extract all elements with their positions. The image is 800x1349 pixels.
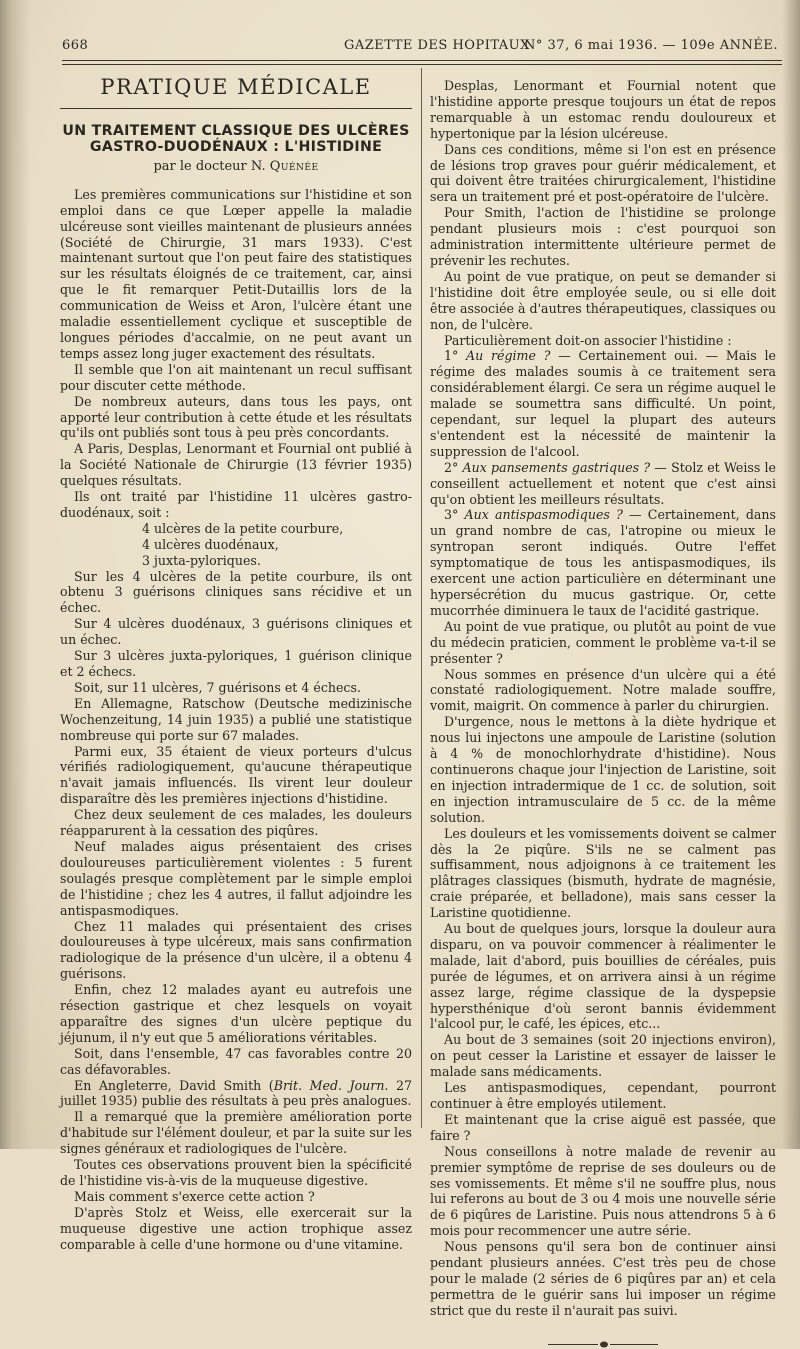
paragraph: Sur 3 ulcères juxta-pyloriques, 1 guérison clinique et 2 échecs. (60, 648, 412, 679)
paragraph: Chez deux seulement de ces malades, les douleurs réapparurent à la cessation des piqûres. (60, 807, 412, 839)
paragraph: Toutes ces observations prouvent bien la spécificité de l'histidine vis-à-vis de la muqueuse digestive. (60, 1157, 412, 1188)
paragraph: Et maintenant que la crise aiguë est passée, que faire ? (430, 1111, 776, 1143)
paragraph (430, 348, 776, 459)
paragraph: Parmi eux, 35 étaient de vieux porteurs d'ulcus vérifiés radiologiquement, qu'aucune thérapeutique n'avait jamais influencés. Ils virent leur douleur disparaître dès les premières injections d'histidine. (60, 743, 412, 807)
paragraph: Sur les 4 ulcères de la petite courbure, ils ont obtenu 3 guérisons cliniques sans récidive et un échec. (60, 568, 412, 616)
header-rule (62, 60, 782, 61)
byline-prefix: par le docteur N. (153, 158, 270, 174)
byline (60, 159, 412, 175)
issue-info: N° 37, 6 mai 1936. — 109e ANNÉE. (524, 38, 778, 53)
text-run: 3° (444, 507, 465, 523)
paragraph: Neuf malades aigus présentaient des crises douloureuses particulièrement violentes : 5 furent soulagés presque complètement par le simple emploi de l'histidine ; chez les 4 autres, il fallut adjoindre les antispasmodiques. (60, 838, 412, 918)
paragraph (60, 1078, 412, 1110)
author-name: Quénée (269, 158, 319, 174)
paragraph: Dans ces conditions, même si l'on est en présence de lésions trop graves pour guérir médicalement, et qui doivent être traitées chirurgicalement, l'histidine sera un traitement pré et post-opératoire de l'ulcère. (430, 141, 776, 205)
text-run: — Stolz et Weiss le conseillent actuellement et notent que c'est ainsi qu'on obtient les meilleurs résultats. (430, 459, 776, 507)
subheading: Aux antispasmodiques ? (464, 507, 623, 523)
paragraph: Au point de vue pratique, on peut se demander si l'histidine doit être employée seule, ou si elle doit être associée à d'autres thérapeutiques, classiques ou non, de l'ulcère. (430, 268, 776, 332)
paragraph (430, 507, 776, 618)
paragraph: Chez 11 malades qui présentaient des crises douloureuses à type ulcéreux, mais sans confirmation radiologique de la présence d'un ulcère, il a obtenu 4 guérisons. (60, 918, 412, 982)
paragraph: Au bout de quelques jours, lorsque la douleur aura disparu, on va pouvoir commencer à réalimenter le malade, lait d'abord, puis bouillies de céréales, puis purée de légumes, et on arrivera ainsi à un régime assez large, régime classique de la dyspepsie hypersthénique d'où seront bannis évidemment l'alcool pur, le café, les épices, etc... (430, 921, 776, 1032)
subheading: Au régime ? (466, 348, 551, 364)
ornament-line-right (610, 1344, 658, 1345)
paragraph: D'urgence, nous le mettons à la diète hydrique et nous lui injectons une ampoule de Laristine (solution à 4 % de monochlorhydrate d'histidine). Nous continuerons chaque jour l'injection de Laristine, soit en injection intradermique de 1 cc. de solution, soit en injection intramusculaire de 5 cc. de la même solution. (430, 714, 776, 825)
list-item: 4 ulcères de la petite courbure, (142, 520, 344, 536)
paragraph (430, 460, 776, 508)
text-run: — Certainement, dans un grand nombre de cas, l'atropine ou mieux le syntropan seront indiqués. Outre l'effet symptomatique de tous les antispasmodiques, ils exercent une action particulière en déterminant une hypersécrétion du mucus gastrique. Or, cette mucorrhée diminuera le taux de l'acidité gastrique. (430, 507, 776, 618)
paragraph: Soit, dans l'ensemble, 47 cas favorables contre 20 cas défavorables. (60, 1045, 412, 1077)
ulcer-list (60, 521, 412, 569)
paragraph: Les premières communications sur l'histidine et son emploi dans ce que Lœper appelle la maladie ulcéreuse sont vieilles maintenant de plusieurs années (Société de Chirurgie, 31 mars 1933). C'est maintenant surtout que l'on peut faire des statistiques sur les résultats éloignés de ce traitement, car, ainsi que le fit remarquer Petit-Dutaillis lors de la communication de Weiss et Aron, l'ulcère étant une maladie essentiellement cyclique et susceptible de longues périodes d'accalmie, on ne peut avant un temps assez long juger exactement des résultats. (60, 186, 412, 361)
article-title-line2: GASTRO-DUODÉNAUX : L'HISTIDINE (89, 138, 383, 155)
text-run: En Angleterre, David Smith ( (74, 1077, 274, 1093)
text-run: 1° (444, 348, 467, 364)
page-number: 668 (62, 38, 89, 53)
section-title: PRATIQUE MÉDICALE (100, 75, 372, 99)
paragraph: Au bout de 3 semaines (soit 20 injections environ), on peut cesser la Laristine et essayer de laisser le malade sans médicaments. (430, 1032, 776, 1080)
paragraph: Au point de vue pratique, ou plutôt au point de vue du médecin praticien, comment le problème va-t-il se présenter ? (430, 618, 776, 666)
list-item: 4 ulcères duodénaux, (142, 536, 279, 552)
subheading: Aux pansements gastriques ? (462, 459, 651, 475)
paragraph: Pour Smith, l'action de l'histidine se prolonge pendant plusieurs mois : c'est pourquoi son administration intermittente ultérieure permet de prévenir les rechutes. (430, 205, 776, 268)
ornament-line-left (548, 1344, 598, 1345)
paragraph: Enfin, chez 12 malades ayant eu autrefois une résection gastrique et chez lesquels on voyait apparaître des signes d'un ulcère peptique du jéjunum, il n'y eut que 5 améliorations véritables. (60, 982, 412, 1045)
ornament-dot-icon (600, 1341, 608, 1348)
paragraph: Desplas, Lenormant et Fournial notent que l'histidine apporte presque toujours un état de repos remarquable à un estomac rendu douloureux et hypertonique par la lésion ulcéreuse. (430, 78, 776, 141)
article-title-line1: UN TRAITEMENT CLASSIQUE DES ULCÈRES (62, 122, 410, 139)
text-run: — Certainement oui. — Mais le régime des malades soumis à ce traitement sera considérablement élargi. Ce sera un régime auquel le malade se soumettra sans difficulté. Un point, cependant, sur lequel la plupart des auteurs s'entendent est la nécessité de maintenir la suppression de l'alcool. (430, 348, 776, 459)
page-edge-left (0, 0, 30, 1149)
paragraph: Il a remarqué que la première amélioration porte d'habitude sur l'élément douleur, et par la suite sur les signes généraux et radiologiques de l'ulcère. (60, 1109, 412, 1157)
paragraph: Ils ont traité par l'histidine 11 ulcères gastro-duodénaux, soit : (60, 489, 412, 520)
paragraph: Nous conseillons à notre malade de revenir au premier symptôme de reprise de ses douleurs ou de ses vomissements. Et même s'il ne souffre plus, nous lui referons au bout de 3 ou 4 mois une nouvelle série de 6 piqûres de Laristine. Puis nous attendrons 5 à 6 mois pour recommencer une autre série. (430, 1143, 776, 1239)
paragraph: D'après Stolz et Weiss, elle exercerait sur la muqueuse digestive une action trophique assez comparable à celle d'une hormone ou d'une vitamine. (60, 1204, 412, 1252)
paragraph: Soit, sur 11 ulcères, 7 guérisons et 4 échecs. (74, 679, 361, 695)
paragraph: Particulièrement doit-on associer l'histidine : (444, 332, 732, 348)
header-rule-double (62, 64, 782, 65)
paragraph: Mais comment s'exerce cette action ? (74, 1188, 315, 1204)
paragraph: Les antispasmodiques, cependant, pourront continuer à être employés utilement. (430, 1080, 776, 1111)
page-edge-right (782, 0, 800, 1149)
right-column (430, 78, 776, 1349)
paragraph: Il semble que l'on ait maintenant un recul suffisant pour discuter cette méthode. (60, 361, 412, 393)
section-rule (60, 108, 412, 109)
text-run: 2° (444, 459, 463, 475)
journal-title: GAZETTE DES HOPITAUX (344, 38, 530, 53)
article-title (60, 123, 412, 155)
paragraph: A Paris, Desplas, Lenormant et Fournial ont publié à la Société Nationale de Chirurgie (13 février 1935) quelques résultats. (60, 441, 412, 489)
end-ornament (548, 1341, 658, 1349)
text-run: 27 juillet 1935) publie des résultats à peu près analogues. (60, 1077, 412, 1109)
paragraph: De nombreux auteurs, dans tous les pays, ont apporté leur contribution à cette étude et les résultats qu'ils ont publiés sont tous à peu près concordants. (60, 393, 412, 441)
running-header (62, 38, 778, 58)
list-item: 3 juxta-pyloriques. (142, 552, 261, 568)
left-column (60, 74, 412, 1253)
paragraph: Nous pensons qu'il sera bon de continuer ainsi pendant plusieurs années. C'est très peu de chose pour le malade (2 séries de 6 piqûres par an) et cela permettra de le guérir sans lui imposer un régime strict que du reste il n'aurait pas suivi. (430, 1239, 776, 1318)
column-divider (421, 68, 422, 1128)
citation: Brit. Med. Journ. (273, 1077, 389, 1093)
paragraph: Nous sommes en présence d'un ulcère qui a été constaté radiologiquement. Notre malade souffre, vomit, maigrit. On commence à parler du chirurgien. (430, 666, 776, 714)
paragraph: Sur 4 ulcères duodénaux, 3 guérisons cliniques et un échec. (60, 616, 412, 648)
paragraph: En Allemagne, Ratschow (Deutsche medizinische Wochenzeitung, 14 juin 1935) a publié une statistique nombreuse qui porte sur 67 malades. (60, 695, 412, 743)
paragraph: Les douleurs et les vomissements doivent se calmer dès la 2e piqûre. S'ils ne se calment pas suffisamment, nous adjoignons à ce traitement les plâtrages classiques (bismuth, hydrate de magnésie, craie préparée, et belladone), mais sans cesser la Laristine quotidienne. (430, 825, 776, 921)
